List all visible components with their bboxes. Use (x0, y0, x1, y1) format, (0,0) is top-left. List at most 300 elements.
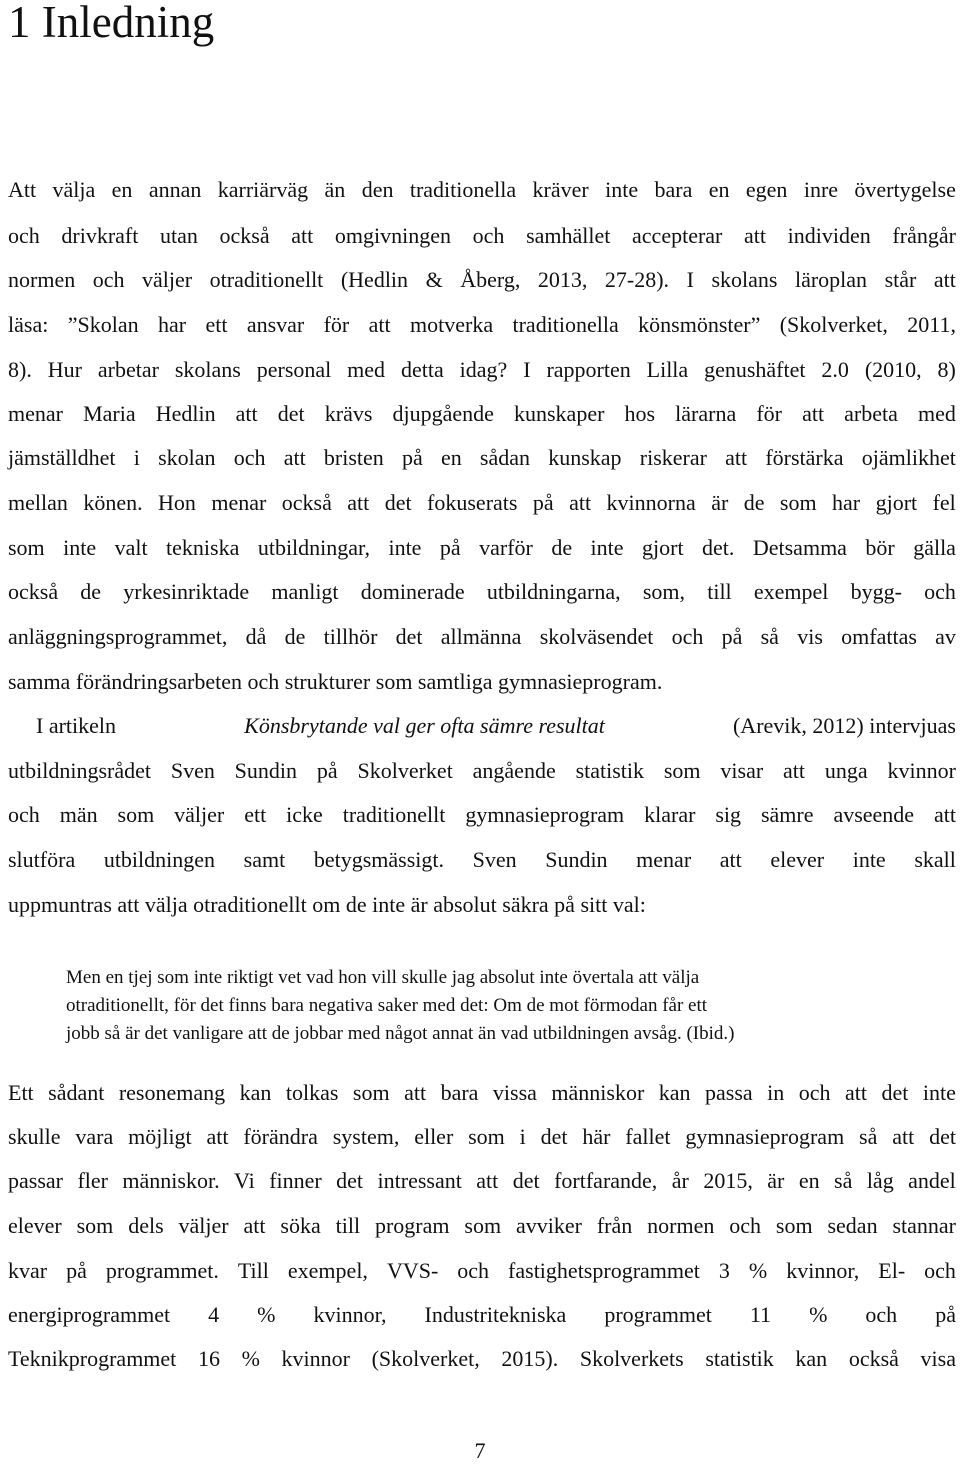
word: riskerar (639, 445, 707, 470)
word: en (440, 445, 462, 470)
word: bara (440, 1080, 479, 1105)
word: att (283, 445, 306, 470)
word: skolan (158, 445, 216, 470)
word: elever (8, 1213, 62, 1238)
word: av (935, 624, 956, 649)
word: krävs (324, 401, 373, 426)
word: de (80, 579, 102, 604)
word: med (918, 401, 956, 426)
word: och (457, 1258, 490, 1283)
word: tolkas (285, 1080, 339, 1105)
word: finner (269, 1168, 322, 1193)
word: de (551, 535, 573, 560)
word: vara (75, 1124, 114, 1149)
word: det (881, 1080, 909, 1105)
word: män (59, 802, 98, 827)
word: också (219, 223, 270, 248)
word: 2011, (907, 312, 956, 337)
word: traditionella (409, 177, 517, 202)
word: Skolverket (357, 758, 453, 783)
word: som (76, 1213, 114, 1238)
word: könsmönster” (638, 312, 761, 337)
word: menar (211, 490, 267, 515)
word: stannar (892, 1213, 956, 1238)
word: 2015). (501, 1346, 559, 1371)
word: söka (280, 1213, 321, 1238)
word: angående (472, 758, 556, 783)
word: dels (128, 1213, 164, 1238)
word: bygg- (850, 579, 902, 604)
word: samt (243, 847, 286, 872)
word: det (336, 1168, 364, 1193)
word: visa (920, 1346, 956, 1371)
word: den (361, 177, 394, 202)
paragraph-1-line-12: samma förändringsarbeten och strukturer som samtliga gymnasieprogram. (8, 669, 663, 694)
word: bara (654, 177, 693, 202)
word: människor. (122, 1168, 220, 1193)
word: Hon (158, 490, 196, 515)
word: till (707, 579, 732, 604)
word: de (284, 624, 306, 649)
word: Ett (8, 1080, 34, 1105)
word: att (802, 401, 825, 426)
word: El- (878, 1258, 906, 1283)
word: Åberg, (460, 267, 521, 292)
word: in (767, 1080, 785, 1105)
word: så (834, 1168, 853, 1193)
paragraph-1-line-2 (8, 222, 956, 250)
paragraph-3-line-7 (8, 1345, 956, 1373)
word: att (933, 267, 956, 292)
word: klarar (644, 802, 696, 827)
word: system, (332, 1124, 400, 1149)
word: möjligt (128, 1124, 192, 1149)
word: traditionella (512, 312, 619, 337)
word: ett (244, 802, 267, 827)
paragraph-3-line-2 (8, 1123, 956, 1151)
word: 2015, (703, 1168, 753, 1193)
word: programmet. (105, 1258, 219, 1283)
word: i (519, 1124, 526, 1149)
word: att (744, 223, 767, 248)
word: elever (770, 847, 825, 872)
word: är (711, 490, 729, 515)
word: intressant (377, 1168, 462, 1193)
word: inte (590, 535, 624, 560)
word: att (719, 847, 742, 872)
word: sådan (479, 445, 531, 470)
word: en (798, 1168, 820, 1193)
word: sedan (827, 1213, 878, 1238)
word: personal (256, 357, 332, 382)
word: vissa (492, 1080, 537, 1105)
word: Teknikprogrammet (8, 1346, 177, 1371)
word: det (540, 1124, 568, 1149)
paragraph-3-line-3 (8, 1167, 956, 1195)
page-number: 7 (474, 1438, 486, 1463)
word: kvinnorna (606, 490, 696, 515)
word: för (756, 401, 782, 426)
word: resonemang (118, 1080, 226, 1105)
word: och (924, 1258, 956, 1283)
word: individen (787, 223, 871, 248)
word: utan (160, 223, 198, 248)
word: omfattas (841, 624, 917, 649)
word: inte (922, 1080, 956, 1105)
word: skolans (174, 357, 241, 382)
word: på (532, 490, 554, 515)
paragraph-1-line-1 (8, 176, 956, 204)
word: rapporten (546, 357, 631, 382)
word: så (859, 1124, 878, 1149)
word: yrkesinriktade (123, 579, 250, 604)
word: väljer (142, 267, 193, 292)
word: allmänna (440, 624, 522, 649)
word: frångår (892, 223, 956, 248)
word: som (464, 1213, 502, 1238)
word: som, (642, 579, 686, 604)
word: skolans (711, 267, 778, 292)
word: icke (286, 802, 323, 827)
paragraph-2-line-1-end: (Arevik, 2012) intervjuas (732, 713, 956, 738)
word: gymnasieprogram (685, 1124, 845, 1149)
word: & (425, 267, 443, 292)
word: passa (705, 1080, 753, 1105)
word: och (8, 802, 40, 827)
word: 4 (208, 1302, 220, 1327)
paragraph-1-line-6 (8, 400, 956, 428)
word: det (277, 401, 305, 426)
word: fortfarande, (554, 1168, 658, 1193)
word: normen (647, 1213, 715, 1238)
word: för (323, 312, 350, 337)
word: programmet (604, 1302, 712, 1327)
word: med (347, 357, 386, 382)
word: dominerade (360, 579, 465, 604)
word: det (384, 490, 412, 515)
word: att (235, 401, 258, 426)
word: 27-28). (604, 267, 670, 292)
word: 3 (718, 1258, 730, 1283)
word: det (512, 1168, 540, 1193)
word: att (892, 1124, 915, 1149)
word: andel (908, 1168, 956, 1193)
word: och (233, 445, 266, 470)
word: och (92, 267, 125, 292)
word: eller (414, 1124, 454, 1149)
word: idag? (459, 357, 508, 382)
word: att (569, 490, 592, 515)
word: kräver (532, 177, 589, 202)
word: läsa: (8, 312, 49, 337)
word: som (117, 802, 155, 827)
word: som (352, 1080, 390, 1105)
word: och (8, 223, 40, 248)
paragraph-1-line-4 (8, 311, 956, 339)
word: program (374, 1213, 450, 1238)
word: slutföra (8, 847, 76, 872)
paragraph-1-line-9 (8, 534, 956, 562)
word: och (865, 1302, 898, 1327)
word: förstärka (765, 445, 844, 470)
word: låg (866, 1168, 894, 1193)
word: fastighetsprogrammet (508, 1258, 700, 1283)
word: Vi (234, 1168, 255, 1193)
word: på (935, 1302, 956, 1327)
word: vis (797, 624, 823, 649)
word: 2013, (537, 267, 588, 292)
word: förändra (243, 1124, 318, 1149)
word: mellan (8, 490, 68, 515)
word: också (848, 1346, 899, 1371)
word: otraditionellt (209, 267, 324, 292)
paragraph-3-line-5 (8, 1257, 956, 1285)
word: har (832, 490, 861, 515)
word: kvinnor (281, 1346, 350, 1371)
paragraph-1-line-7 (8, 444, 956, 472)
paragraph-2-line-1-start: I artikeln (36, 713, 117, 738)
paragraph-3-line-6 (8, 1301, 956, 1329)
word: är (767, 1168, 785, 1193)
word: 16 (197, 1346, 220, 1371)
word: motverka (410, 312, 494, 337)
word: unga (824, 758, 868, 783)
word: menar (636, 847, 692, 872)
word: hos (624, 401, 656, 426)
paragraph-1-line-10 (8, 578, 956, 606)
word: kan (239, 1080, 272, 1105)
paragraph-1-line-5 (8, 356, 956, 384)
word: på (721, 624, 743, 649)
word: utbildningar, (257, 535, 370, 560)
paragraph-2-line-5: uppmuntras att välja otraditionellt om de inte är absolut säkra på sitt val: (8, 892, 646, 917)
word: Sundin (545, 847, 608, 872)
word: % (241, 1346, 260, 1371)
word: varför (479, 535, 533, 560)
word: på (66, 1258, 87, 1283)
word: att (845, 1080, 868, 1105)
paragraph-2-line-1 (36, 712, 956, 740)
word: gjort (642, 535, 684, 560)
word: utbildningsrådet (8, 758, 151, 783)
word: Sundin (234, 758, 298, 783)
word: fokuserats (427, 490, 518, 515)
word: inte (63, 535, 97, 560)
word: visar (720, 758, 764, 783)
word: kvinnor, (313, 1302, 387, 1327)
word: fler (77, 1168, 108, 1193)
paragraph-3-line-4 (8, 1212, 956, 1240)
word: genushäftet (704, 357, 806, 382)
word: normen (8, 267, 76, 292)
word: statistik (575, 758, 645, 783)
word: att (368, 312, 391, 337)
word: annan (148, 177, 202, 202)
word: det. (702, 535, 735, 560)
word: utbildningen (103, 847, 216, 872)
word: också (281, 490, 332, 515)
word: traditionellt (342, 802, 446, 827)
word: fel (932, 490, 956, 515)
word: accepterar (632, 223, 723, 248)
word: i (133, 445, 140, 470)
word: Till (237, 1258, 269, 1283)
word: 2.0 (821, 357, 849, 382)
word: statistik (705, 1346, 774, 1371)
word: Sven (170, 758, 215, 783)
word: en (708, 177, 730, 202)
word: arbetar (97, 357, 159, 382)
word: tekniska (166, 535, 240, 560)
paragraph-1-line-3 (8, 266, 956, 294)
word: som (468, 1124, 505, 1149)
word: kvinnor, (786, 1258, 860, 1283)
word: skall (914, 847, 956, 872)
word: då (245, 624, 267, 649)
word: som (775, 1213, 813, 1238)
word: % (748, 1258, 768, 1283)
word: så (760, 624, 779, 649)
word: inte (852, 847, 886, 872)
word: att (291, 223, 314, 248)
word: välja (52, 177, 96, 202)
paragraph-2-line-2 (8, 757, 956, 785)
word: I (686, 267, 694, 292)
word: väljer (178, 1213, 229, 1238)
word: från (596, 1213, 633, 1238)
word: könen. (83, 490, 143, 515)
word: gälla (913, 535, 956, 560)
word: ojämlikhet (861, 445, 956, 470)
word: Hedlin (155, 401, 216, 426)
word: (Skolverket, (779, 312, 888, 337)
word: inte (605, 177, 639, 202)
word: på (439, 535, 461, 560)
word: Att (8, 177, 37, 202)
word: det (395, 624, 423, 649)
word: karriärväg (217, 177, 309, 202)
word: en (111, 177, 133, 202)
word: inte (388, 535, 422, 560)
word: Detsamma (752, 535, 847, 560)
word: till (335, 1213, 361, 1238)
word: gjort (875, 490, 918, 515)
quote-line-3: jobb så är det vanligare att de jobbar med något annat än vad utbildningen avsåg. (Ibid.) (66, 1023, 735, 1044)
word: att (404, 1080, 427, 1105)
word: som (8, 535, 45, 560)
word: arbeta (844, 401, 898, 426)
word: på (316, 758, 338, 783)
word: bör (865, 535, 895, 560)
word: menar (8, 401, 63, 426)
word: (2010, (864, 357, 922, 382)
paragraph-3-line-1 (8, 1079, 956, 1107)
word: år (671, 1168, 689, 1193)
word: fallet (625, 1124, 671, 1149)
word: på (401, 445, 423, 470)
word: bristen (323, 445, 384, 470)
word: människor (551, 1080, 645, 1105)
word: och (729, 1213, 762, 1238)
word: detta (400, 357, 444, 382)
word: ett (205, 312, 228, 337)
word: Industritekniska (424, 1302, 567, 1327)
word: och (472, 223, 505, 248)
word: det (929, 1124, 956, 1149)
word: och (671, 624, 704, 649)
word: kan (658, 1080, 691, 1105)
paragraph-1-line-11 (8, 623, 956, 651)
word: samhället (526, 223, 611, 248)
word: Maria (83, 401, 136, 426)
word: att (206, 1124, 229, 1149)
word: Sven (472, 847, 517, 872)
word: skolväsendet (539, 624, 654, 649)
word: skulle (8, 1124, 61, 1149)
word: att (725, 445, 748, 470)
word: som (663, 758, 701, 783)
word: sig (715, 802, 742, 827)
paragraph-2-line-4 (8, 846, 956, 874)
word: avviker (515, 1213, 582, 1238)
word: lärarna (675, 401, 737, 426)
word: jämställdhet (8, 445, 116, 470)
chapter-heading: 1 Inledning (8, 0, 215, 47)
word: kan (795, 1346, 828, 1371)
word: valt (114, 535, 148, 560)
word: drivkraft (61, 223, 139, 248)
word: djupgående (392, 401, 494, 426)
word: Lilla (646, 357, 689, 382)
word: kvar (8, 1258, 48, 1283)
word: står (884, 267, 917, 292)
quote-line-2: otraditionellt, för det finns bara negativa saker med det: Om de mot förmodan får ett (66, 995, 708, 1016)
word: gymnasieprogram (465, 802, 625, 827)
word: övertygelse (854, 177, 956, 202)
word: att (476, 1168, 499, 1193)
word: tillhör (323, 624, 378, 649)
word: betygsmässigt. (313, 847, 444, 872)
word: och (924, 579, 956, 604)
word: de (743, 490, 765, 515)
word: inre (803, 177, 839, 202)
word: också (8, 579, 59, 604)
word: att (934, 802, 956, 827)
word: här (582, 1124, 611, 1149)
word: avseende (833, 802, 915, 827)
quote-line-1: Men en tjej som inte riktigt vet vad hon vill skulle jag absolut inte övertala att välja (66, 967, 700, 988)
word: (Skolverket, (371, 1346, 480, 1371)
paragraph-1-line-8 (8, 489, 956, 517)
word: exempel, (287, 1258, 368, 1283)
word: (Hedlin (340, 267, 409, 292)
word: I (523, 357, 531, 382)
word: egen (745, 177, 788, 202)
word: kvinnor (887, 758, 956, 783)
word: och (798, 1080, 831, 1105)
word: Hur (47, 357, 82, 382)
word: sämre (760, 802, 814, 827)
word: % (257, 1302, 276, 1327)
word: exempel (753, 579, 829, 604)
paragraph-2-line-3 (8, 801, 956, 829)
word: VVS- (386, 1258, 439, 1283)
word: att (783, 758, 805, 783)
word: utbildningarna, (486, 579, 621, 604)
word: läroplan (794, 267, 868, 292)
word: kunskap (548, 445, 622, 470)
word: Skolverkets (579, 1346, 684, 1371)
